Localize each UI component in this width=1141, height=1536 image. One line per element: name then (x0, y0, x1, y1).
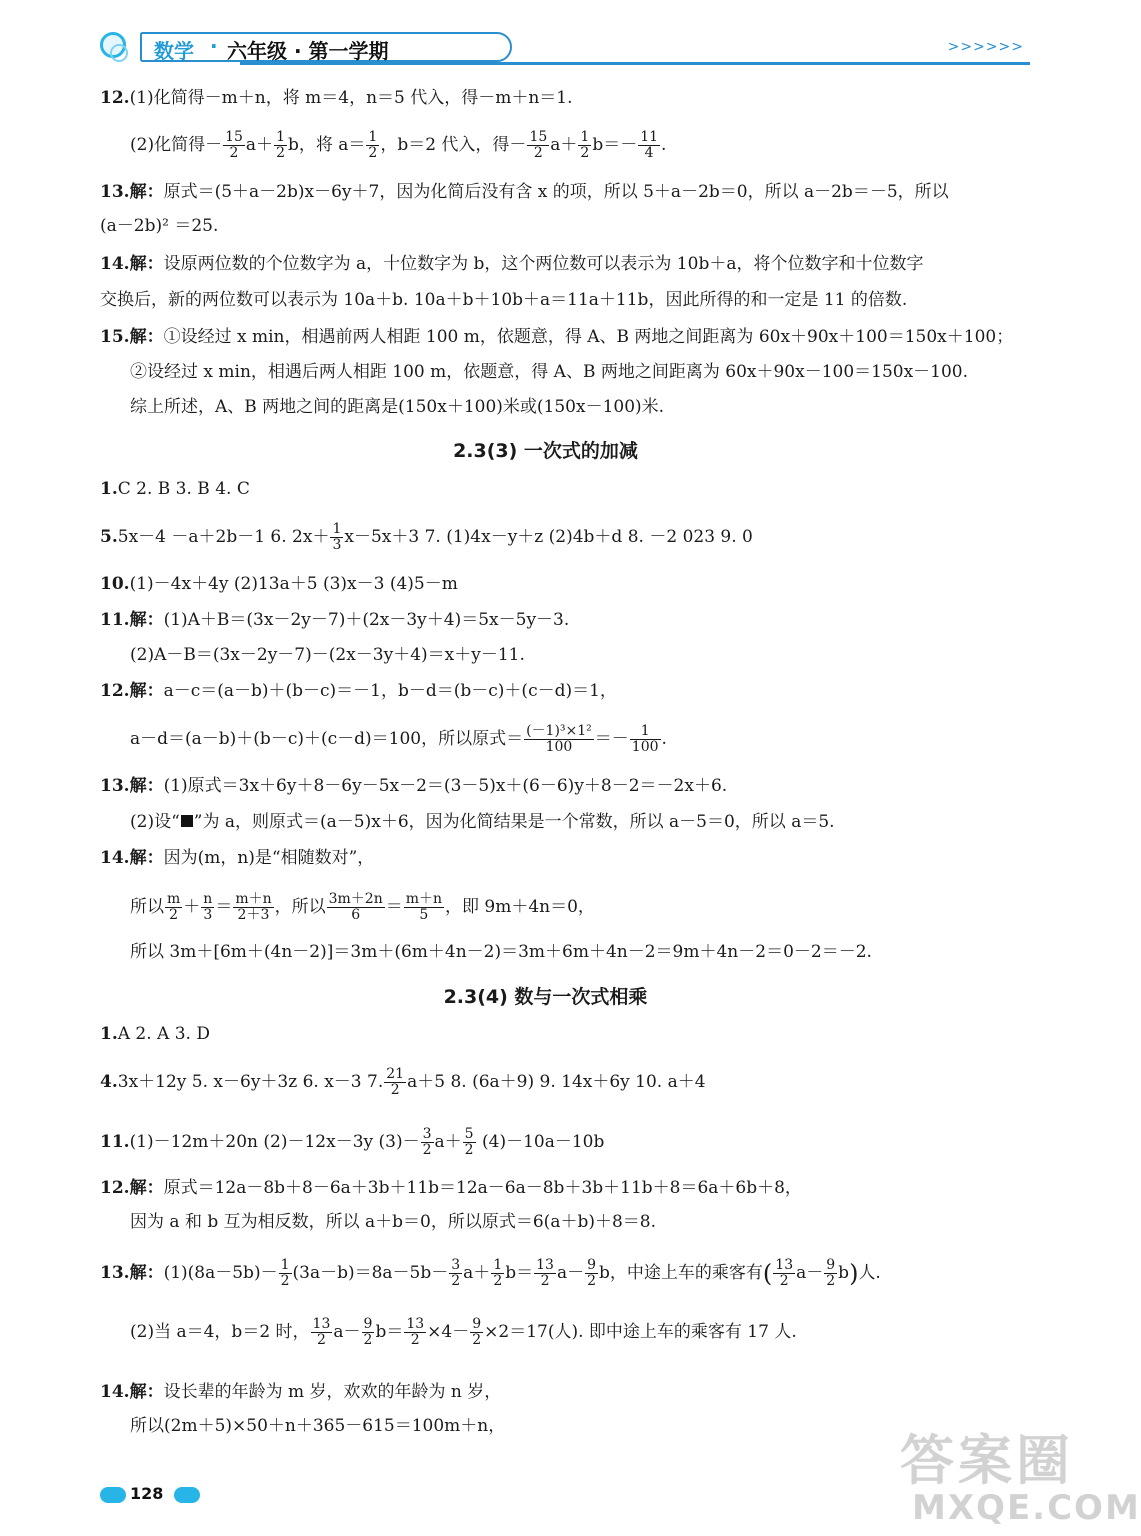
fraction: $\frac{13}{2}$ (536, 1257, 554, 1289)
answer-line: 13.解：(1)(8a－5b)－ $\frac{1}{2}$ (3a－b)＝8a－5b－ $\frac{3}{2}$ a＋ $\frac{1}{2}$ b＝ $\frac{13}{2}$ a－ $\frac{9}{2}$ b，中途上车的乘客有( $\frac{13}{2}$ a－ $\frac{9}{2}$ b)人. (100, 1257, 881, 1289)
answer-line: 11.(1)－12m＋20n (2)－12x－3y (3)－ $\frac{3}{2}$ a＋ $\frac{5}{2}$ (4)－10a－10b (100, 1126, 605, 1158)
fraction: $\frac{1}{2}$ (276, 129, 285, 161)
watermark-logo (890, 1418, 1141, 1530)
fraction: $\frac{9}{2}$ (587, 1257, 597, 1289)
answer-line: 综上所述，A、B 两地之间的距离是(150x＋100)米或(150x－100)米. (130, 397, 665, 417)
fraction: $\frac{21}{2}$ (386, 1066, 405, 1098)
fraction: $\frac{13}{2}$ (775, 1257, 794, 1289)
watermark-url: MXQE.COM (912, 1488, 1141, 1528)
subject-label: 数学 (154, 39, 194, 63)
fraction: $\frac{m+n}{5}$ (405, 891, 443, 923)
answer-line: (2)当 a＝4，b＝2 时， $\frac{13}{2}$ a－ $\frac{9}{2}$ b＝ $\frac{13}{2}$ ×4－ $\frac{9}{2}$ ×2＝17(人). 即中途上车的乘客有 17 人. (130, 1316, 797, 1348)
answer-line: 12.解：原式＝12a－8b＋8－6a＋3b＋11b＝12a－6a－8b＋3b＋11b＋8＝6a＋6b＋8， (100, 1178, 802, 1198)
answer-line: ②设经过 x min，相遇后两人相距 100 m，依题意，得 A、B 两地之间距离为 60x＋90x－100＝150x－100. (130, 362, 969, 382)
answer-line: 12.解：a－c＝(a－b)＋(b－c)＝－1，b－d＝(b－c)＋(c－d)＝1， (100, 681, 617, 701)
answer-line: 13.解：(1)原式＝3x＋6y＋8－6y－5x－2＝(3－5)x＋(6－6)y＋8－2＝－2x＋6. (100, 776, 728, 796)
left-pill-icon (100, 1487, 126, 1503)
answer-line: 11.解：(1)A＋B＝(3x－2y－7)＋(2x－3y＋4)＝5x－5y－3. (100, 610, 570, 630)
answer-line: 1.C 2. B 3. B 4. C (100, 479, 250, 499)
header-dot: · (210, 34, 218, 58)
chevrons-icon: >>>>>> (947, 39, 1024, 55)
answer-line: 所以(2m＋5)×50＋n＋365－615＝100m＋n， (130, 1416, 506, 1436)
answer-line: (2)设“ ”为 a，则原式＝(a－5)x＋6，因为化简结果是一个常数，所以 a－5＝0，所以 a＝5. (130, 812, 835, 832)
answer-line: 交换后，新的两位数可以表示为 10a＋b. 10a＋b＋10b＋a＝11a＋11b，因此所得的和一定是 11 的倍数. (100, 290, 908, 310)
watermark-title: 答案圈 (900, 1429, 1074, 1492)
fraction: $\frac{11}{4}$ (640, 129, 659, 161)
fraction: $\frac{3m+2n}{6}$ (328, 891, 383, 923)
answer-line: 1.A 2. A 3. D (100, 1024, 210, 1044)
answer-line: 13.解：原式＝(5＋a－2b)x－6y＋7，因为化简后没有含 x 的项，所以 5＋a－2b＝0，所以 a－2b＝－5，所以 (100, 182, 949, 202)
answer-line: 10.(1)－4x＋4y (2)13a＋5 (3)x－3 (4)5－m (100, 574, 458, 594)
grade-label: 六年级 · 第一学期 (227, 39, 389, 63)
answer-line: a－d＝(a－b)＋(b－c)＋(c－d)＝100，所以原式＝ $\frac{\text{(－1)³×1²}}{100}$ ＝－ $\frac{1}{100}$ . (130, 723, 667, 755)
fraction: $\frac{9}{2}$ (826, 1257, 836, 1289)
fraction: $\frac{15}{2}$ (225, 129, 243, 161)
page-header (100, 30, 1030, 66)
fraction: $\frac{1}{2}$ (580, 129, 590, 161)
answer-line: (2)A－B＝(3x－2y－7)－(2x－3y＋4)＝x＋y－11. (130, 645, 525, 665)
fraction: $\frac{n}{3}$ (203, 891, 213, 923)
fraction: $\frac{9}{2}$ (363, 1316, 373, 1348)
fraction: $\frac{1}{3}$ (332, 521, 342, 553)
answer-line: 14.解：设原两位数的个位数字为 a，十位数字为 b，这个两位数可以表示为 10b＋a，将个位数字和十位数字 (100, 254, 924, 274)
answer-line: (2)化简得－ $\frac{15}{2}$ a＋ $\frac{1}{2}$ b，将 a＝ $\frac{1}{2}$ ，b＝2 代入，得－ $\frac{15}{2}$ a＋ $\frac{1}{2}$ b＝－ $\frac{11}{4}$ . (130, 129, 667, 161)
answer-line: 因为 a 和 b 互为相反数，所以 a＋b＝0，所以原式＝6(a＋b)＋8＝8. (130, 1212, 657, 1232)
black-square-icon (181, 815, 193, 827)
header-ring-icon (110, 44, 128, 62)
answer-line: (a－2b)² ＝25. (100, 216, 219, 236)
answer-line: 15.解：①设经过 x min，相遇前两人相距 100 m，依题意，得 A、B 两地之间距离为 60x＋90x＋100＝150x＋100； (100, 327, 1014, 347)
answer-line: 12.(1)化简得－m＋n，将 m＝4，n＝5 代入，得－m＋n＝1. (100, 88, 573, 108)
fraction: $\frac{15}{2}$ (529, 129, 548, 161)
page-number-badge (100, 1483, 210, 1507)
answer-line: 5.5x－4 －a＋2b－1 6. 2x＋ $\frac{1}{3}$ x－5x＋3 7. (1)4x－y＋z (2)4b＋d 8. －2 023 9. 0 (100, 521, 753, 553)
fraction: $\frac{3}{2}$ (451, 1257, 461, 1289)
section-title: 2.3(3) 一次式的加减 (453, 440, 638, 462)
fraction: $\frac{1}{2}$ (368, 129, 378, 161)
fraction: $\frac{3}{2}$ (422, 1126, 432, 1158)
answer-line: 4.3x＋12y 5. x－6y＋3z 6. x－3 7. $\frac{21}{2}$ a＋5 8. (6a＋9) 9. 14x＋6y 10. a＋4 (100, 1066, 706, 1098)
section-title: 2.3(4) 数与一次式相乘 (443, 986, 648, 1008)
fraction: $\frac{13}{2}$ (406, 1316, 425, 1348)
answer-line: 14.解：因为(m，n)是“相随数对”， (100, 848, 375, 868)
right-pill-icon (174, 1487, 200, 1503)
fraction: $\frac{5}{2}$ (464, 1126, 474, 1158)
fraction: $\frac{13}{2}$ (312, 1316, 331, 1348)
fraction: $\frac{1}{100}$ (631, 723, 659, 755)
answer-line: 14.解：设长辈的年龄为 m 岁，欢欢的年龄为 n 岁， (100, 1382, 502, 1402)
answer-line: 所以 3m＋[6m＋(4n－2)]＝3m＋(6m＋4n－2)＝3m＋6m＋4n－2＝9m＋4n－2＝0－2＝－2. (130, 942, 872, 962)
page-number: 128 (130, 1484, 164, 1503)
fraction: $\frac{9}{2}$ (472, 1316, 482, 1348)
fraction: $\frac{1}{2}$ (280, 1257, 290, 1289)
fraction: $\frac{m}{2}$ (167, 891, 181, 923)
fraction: $\frac{m+n}{2+3}$ (235, 891, 272, 923)
answer-line: 所以 $\frac{m}{2}$ ＋ $\frac{n}{3}$ ＝ $\frac{m+n}{2+3}$ ，所以 $\frac{3m+2n}{6}$ ＝ $\frac{m+n}{5}$ ，即 9m＋4n＝0， (130, 891, 595, 923)
fraction: $\frac{1}{2}$ (493, 1257, 503, 1289)
fraction: $\frac{\text{(－1)³×1²}}{100}$ (526, 723, 592, 755)
